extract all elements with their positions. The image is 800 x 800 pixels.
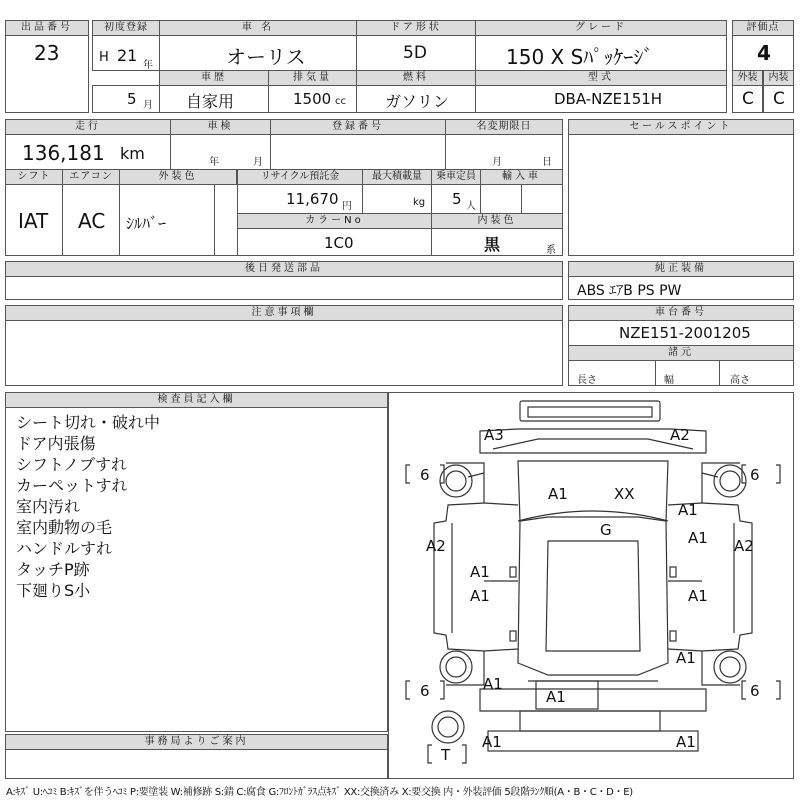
capacity: 5 — [452, 190, 462, 208]
first-reg-header: 初度登録 — [92, 20, 160, 36]
tire-mark-front-left: 6 — [420, 466, 430, 484]
mark-front-right-fender: A1 — [678, 501, 698, 519]
height-label: 高さ — [730, 375, 750, 386]
tire-mark-rear-right: 6 — [750, 682, 760, 700]
door-cell — [356, 35, 476, 71]
displacement-cell — [268, 85, 357, 113]
car-name: オーリス — [226, 45, 306, 69]
inspection-month-unit: 月 — [253, 157, 263, 168]
month-unit: 月 — [143, 100, 153, 111]
interior-cell — [763, 85, 794, 113]
ac: AC — [78, 209, 106, 233]
mark-rear-right-fender: A1 — [676, 649, 696, 667]
deadline-cell — [445, 134, 563, 170]
grade-header: グレード — [475, 20, 727, 36]
mark-front-bumper-left: A3 — [484, 426, 504, 444]
mileage-header: 走行 — [5, 119, 171, 135]
diagram-frame — [388, 392, 794, 779]
chassis-no: NZE151-2001205 — [619, 324, 751, 342]
chassis-header: 車台番号 — [568, 305, 794, 321]
note-line: 下廻りS小 — [16, 581, 91, 600]
grade: 150 X Sﾊﾟｯｹｰｼﾞ — [506, 45, 654, 69]
load-unit: kg — [413, 197, 426, 208]
ac-cell — [62, 184, 120, 256]
capacity-unit: 人 — [466, 201, 476, 212]
door: 5D — [403, 43, 427, 63]
mark-rear-left-fender: A1 — [483, 675, 503, 693]
capacity-cell — [431, 184, 481, 214]
dims-length-cell — [568, 360, 656, 386]
note-line: 室内汚れ — [16, 497, 81, 516]
score-header: 評価点 — [732, 20, 794, 36]
door-header: ドア形状 — [356, 20, 476, 36]
model-header: 型式 — [475, 70, 727, 86]
note-line: ハンドルすれ — [16, 539, 113, 558]
color-no: 1C0 — [324, 234, 354, 252]
damage-legend: A:ｷｽﾞ U:ﾍｺﾐ B:ｷｽﾞを伴うﾍｺﾐ P:要塗装 W:補修跡 S:錆 C:腐食 G:ﾌﾛﾝﾄｶﾞﾗｽ点ｷｽﾞ XX:交換済み X:要交換 内・外装評価 5段階ﾗﾝｸ順(A・B・C・D・E) — [6, 787, 633, 798]
recycle-unit: 円 — [342, 201, 352, 212]
history-cell — [159, 85, 269, 113]
note-line: ドア内張傷 — [16, 434, 96, 453]
mark-rear-left-door: A1 — [470, 587, 490, 605]
load-cell — [362, 184, 432, 214]
model: DBA-NZE151H — [554, 90, 663, 108]
car-name-header: 車 名 — [159, 20, 357, 36]
fuel-cell — [356, 85, 476, 113]
displacement-header: 排気量 — [268, 70, 357, 86]
lot-no-header: 出品番号 — [5, 20, 89, 36]
chassis-cell — [568, 320, 794, 346]
tire-mark-front-right: 6 — [750, 466, 760, 484]
mark-rear-bumper-left: A1 — [482, 733, 502, 751]
import-cell-b — [521, 184, 563, 214]
dims-height-cell — [719, 360, 794, 386]
import-header: 輸入車 — [480, 169, 563, 185]
deadline-day-unit: 日 — [542, 157, 552, 168]
exterior-grade: C — [742, 89, 754, 109]
equip-cell — [568, 276, 794, 300]
dims-header: 諸元 — [568, 345, 794, 361]
reg-no-header: 登録番号 — [270, 119, 446, 135]
mark-rear-right-door: A1 — [688, 587, 708, 605]
year-unit: 年 — [143, 60, 153, 71]
color-spare-cell — [214, 184, 238, 256]
interior-header: 内装 — [763, 70, 794, 86]
length-label: 長さ — [577, 375, 597, 386]
color-no-header: カラーNo — [237, 213, 432, 229]
note-line: シフトノブすれ — [16, 455, 128, 474]
exterior-header: 外装 — [732, 70, 763, 86]
mark-front-right-door: A1 — [688, 529, 708, 547]
caution-cell — [5, 320, 563, 386]
note-line: シート切れ・破れ中 — [16, 413, 161, 432]
mark-front-bumper-right: A2 — [670, 426, 690, 444]
fuel: ガソリン — [385, 92, 450, 111]
width-label: 幅 — [664, 375, 674, 386]
recycle-header: リサイクル預託金 — [237, 169, 363, 185]
color-no-cell — [237, 228, 432, 256]
int-color-unit: 系 — [546, 245, 556, 256]
model-cell — [475, 85, 727, 113]
displacement: 1500 — [293, 90, 332, 108]
history-header: 車歴 — [159, 70, 269, 86]
year: 21 — [117, 46, 138, 65]
color-header: 外装色 — [119, 169, 237, 185]
mileage-unit: km — [120, 144, 145, 163]
inspection-header: 車検 — [170, 119, 271, 135]
score-cell — [732, 35, 794, 71]
ac-header: エアコン — [62, 169, 120, 185]
inspector-notes — [16, 412, 160, 601]
inspection-year-unit: 年 — [209, 157, 219, 168]
color: ｼﾙﾊﾞｰ — [126, 214, 167, 233]
import-cell-a — [480, 184, 522, 214]
first-reg-month-cell — [92, 85, 160, 113]
equipment: ABS ｴｱB PS PW — [577, 283, 682, 299]
car-name-cell — [159, 35, 357, 71]
shift-header: シフト — [5, 169, 63, 185]
mileage: 136,181 — [22, 141, 105, 165]
int-color-cell — [431, 228, 563, 256]
sales-point-header: セールスポイント — [568, 119, 794, 135]
mark-hood-right: XX — [614, 485, 635, 503]
note-line: 室内動物の毛 — [16, 518, 113, 537]
first-reg-cell — [92, 35, 160, 71]
deadline-header: 名変期限日 — [445, 119, 563, 135]
recycle-cell — [237, 184, 363, 214]
tire-mark-rear-left: 6 — [420, 682, 430, 700]
reg-no-cell — [270, 134, 446, 170]
shift-cell — [5, 184, 63, 256]
exterior-cell — [732, 85, 763, 113]
office-cell — [5, 749, 388, 779]
month: 5 — [127, 90, 137, 108]
lot-no-cell — [5, 35, 89, 113]
mark-windshield: G — [600, 521, 612, 539]
displacement-unit: cc — [335, 96, 346, 107]
sales-point-cell — [568, 134, 794, 256]
mark-front-left-door: A1 — [470, 563, 490, 581]
recycle-amount: 11,670 — [286, 190, 339, 208]
equip-header: 純正装備 — [568, 261, 794, 277]
mark-rear-bumper-right: A1 — [676, 733, 696, 751]
caution-header: 注意事項欄 — [5, 305, 563, 321]
mileage-cell — [5, 134, 171, 170]
spare-tire-mark: T — [441, 746, 451, 764]
load-header: 最大積載量 — [362, 169, 432, 185]
interior-grade: C — [773, 89, 785, 109]
inspection-cell — [170, 134, 271, 170]
era: H — [99, 50, 109, 65]
fuel-header: 燃料 — [356, 70, 476, 86]
lot-no: 23 — [34, 41, 60, 65]
mark-right-side: A2 — [734, 537, 754, 555]
int-color: 黒 — [484, 235, 501, 254]
mark-left-side: A2 — [426, 537, 446, 555]
note-line: タッチP跡 — [16, 560, 90, 579]
note-line: カーペットすれ — [16, 476, 128, 495]
score: 4 — [757, 41, 771, 65]
deadline-month-unit: 月 — [492, 157, 502, 168]
parts-header: 後日発送部品 — [5, 261, 563, 277]
mark-front-left-fender-top: A1 — [548, 485, 568, 503]
history: 自家用 — [186, 92, 235, 111]
office-header: 事務局よりご案内 — [5, 734, 388, 750]
color-cell — [119, 184, 215, 256]
inspector-header: 検査員記入欄 — [5, 392, 388, 408]
capacity-header: 乗車定員 — [431, 169, 481, 185]
parts-cell — [5, 276, 563, 300]
dims-width-cell — [655, 360, 720, 386]
mark-rear-hatch: A1 — [546, 688, 566, 706]
shift: IAT — [18, 209, 49, 233]
int-color-header: 内装色 — [431, 213, 563, 229]
grade-cell — [475, 35, 727, 71]
